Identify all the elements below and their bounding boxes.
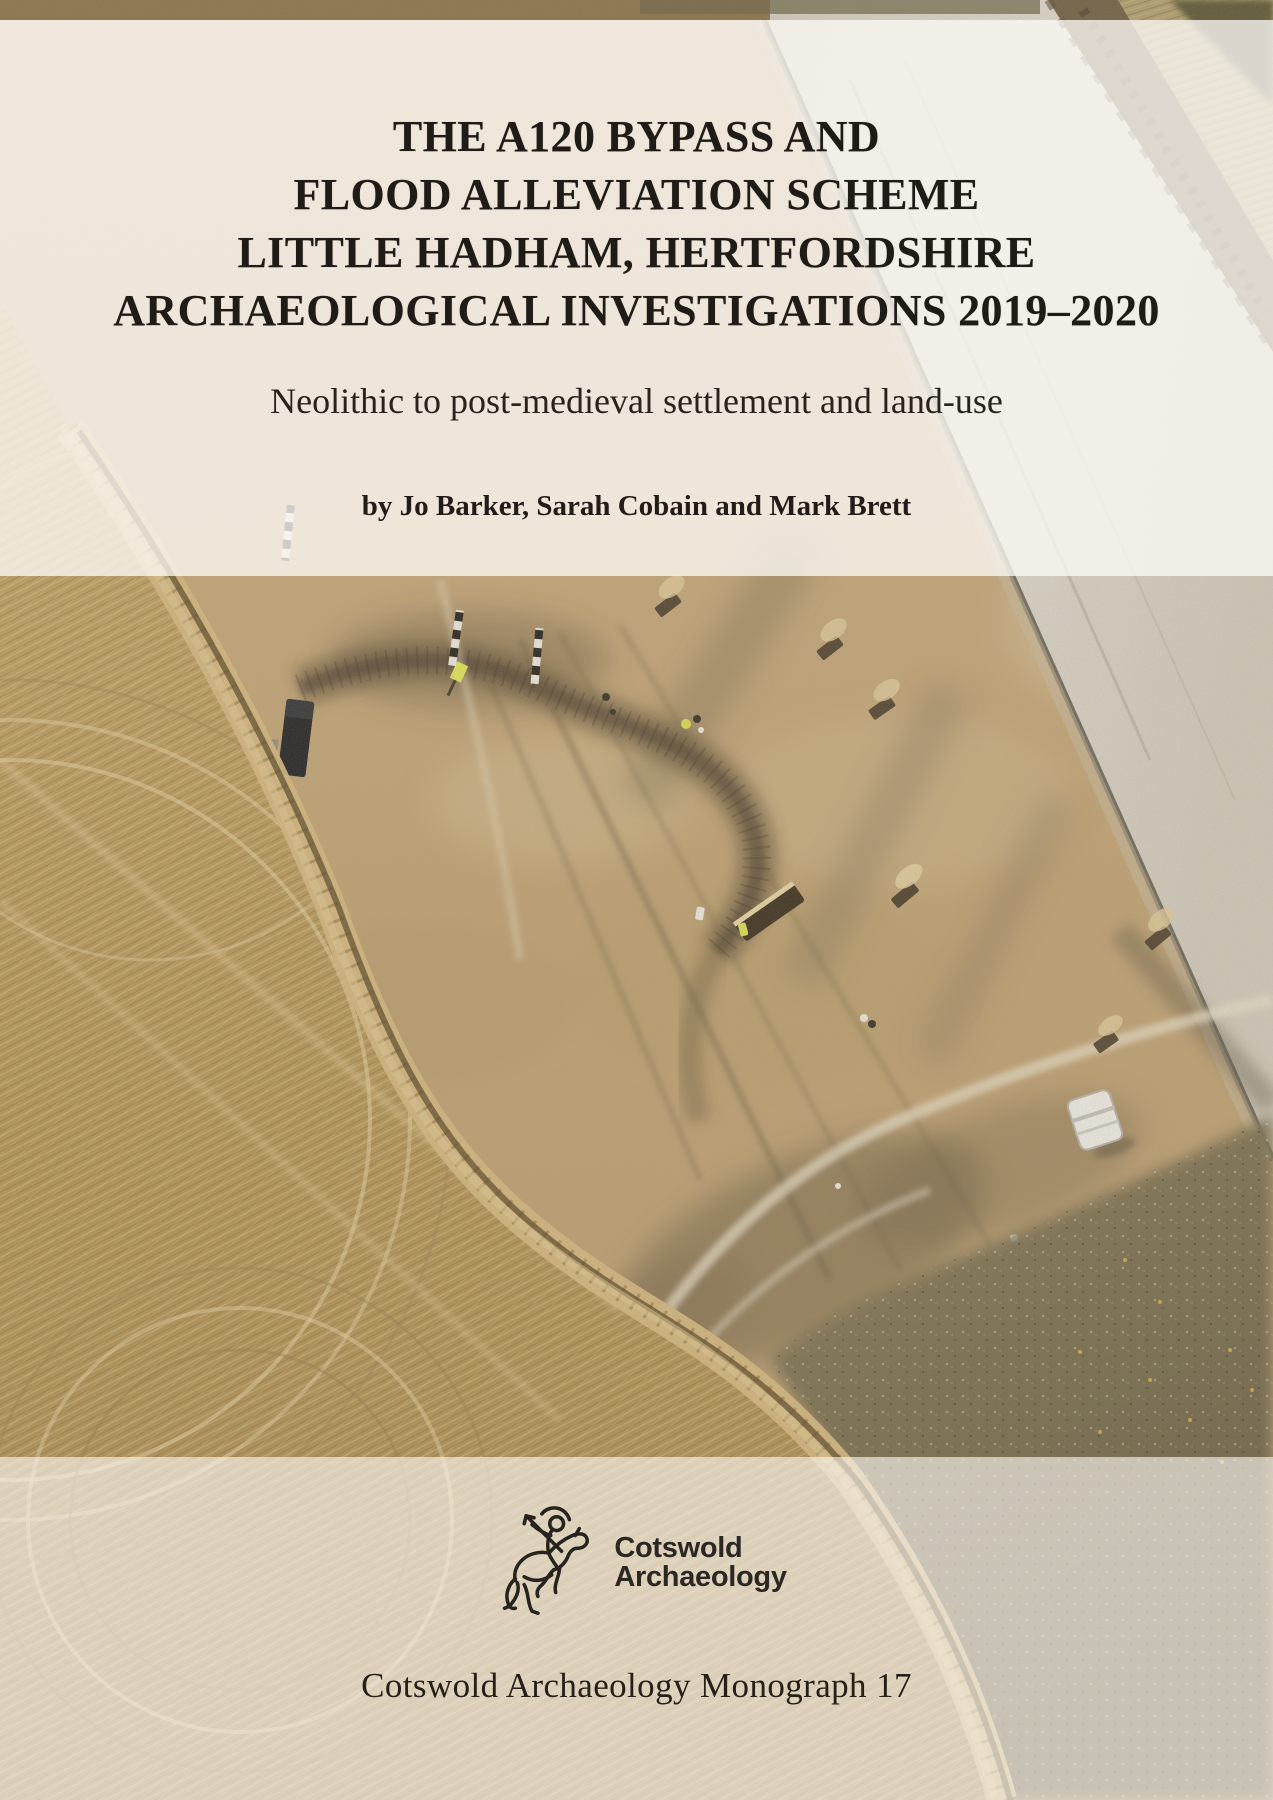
publisher-wordmark	[614, 1534, 786, 1592]
cover-title	[0, 108, 1273, 340]
wordmark-line-1: Cotswold	[614, 1532, 743, 1564]
wordmark-line-2: Archaeology	[614, 1561, 787, 1593]
publisher-logo	[486, 1494, 786, 1632]
cover-subtitle: Neolithic to post-medieval settlement and land-use	[270, 381, 1003, 421]
title-line-1: THE A120 BYPASS AND	[392, 112, 881, 161]
author-byline: by Jo Barker, Sarah Cobain and Mark Brett	[361, 490, 912, 522]
title-line-3: LITTLE HADHAM, HERTFORDSHIRE	[237, 228, 1036, 277]
series-line: Cotswold Archaeology Monograph 17	[361, 1666, 912, 1705]
horse-and-rider-icon	[486, 1494, 604, 1632]
title-line-4: ARCHAEOLOGICAL INVESTIGATIONS 2019–2020	[113, 286, 1160, 335]
title-line-2: FLOOD ALLEVIATION SCHEME	[293, 170, 980, 219]
